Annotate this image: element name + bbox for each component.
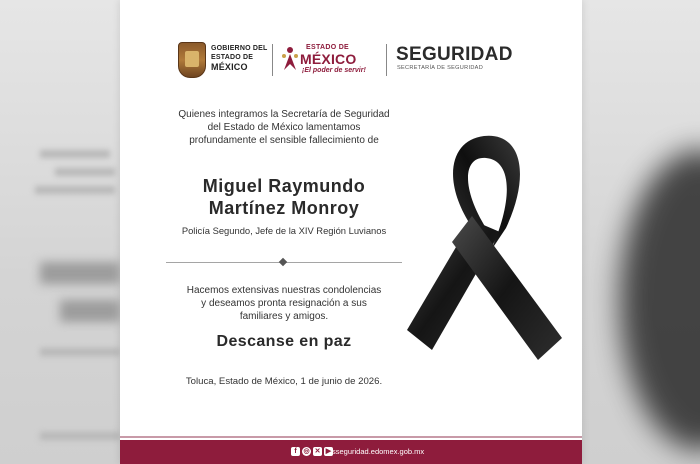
condolence-text	[144, 284, 424, 323]
name-line: Martínez Monroy	[208, 198, 360, 218]
rest-in-peace: Descanse en paz	[216, 333, 352, 350]
intro-line: Quienes integramos la Secretaría de Seguridad	[178, 109, 390, 120]
gob-line-2: ESTADO DE	[211, 54, 254, 61]
coat-of-arms-icon	[178, 42, 206, 78]
condolence-line: familiares y amigos.	[239, 311, 329, 322]
intro-line: profundamente el sensible fallecimiento de	[189, 135, 379, 146]
name-line: Miguel Raymundo	[202, 176, 366, 196]
deceased-name	[144, 175, 424, 219]
estado-slogan: ¡El poder de servir!	[302, 67, 366, 74]
x-icon[interactable]: ✕	[314, 448, 321, 455]
youtube-icon[interactable]: ▶	[325, 448, 332, 455]
estado-main-label: MÉXICO	[300, 51, 357, 67]
logo-divider	[272, 44, 273, 76]
website-link[interactable]: sseguridad.edomex.gob.mx	[332, 447, 425, 456]
instagram-icon[interactable]: ◎	[303, 448, 310, 455]
condolence-line: Hacemos extensivas nuestras condolencias	[186, 285, 382, 296]
mourning-ribbon-icon	[402, 120, 572, 370]
logo-divider	[386, 44, 387, 76]
ornament-divider	[166, 262, 402, 263]
condolence-line: y deseamos pronta resignación a sus	[201, 298, 367, 309]
background-left	[0, 0, 120, 464]
social-icons	[291, 447, 333, 457]
footer-bar	[120, 440, 582, 464]
deceased-role: Policía Segundo, Jefe de la XIV Región Luvianos	[181, 225, 387, 236]
seguridad-title: SEGURIDAD	[396, 44, 513, 65]
footer-accent-line	[120, 436, 582, 438]
date-line: Toluca, Estado de México, 1 de junio de 2026.	[185, 376, 383, 387]
gobierno-logo	[178, 40, 270, 82]
condolence-card	[120, 0, 582, 464]
seguridad-logo	[396, 40, 536, 82]
background-right	[580, 0, 700, 464]
estado-emblem-icon	[282, 44, 298, 72]
header-logos	[120, 40, 582, 82]
gob-line-3: MÉXICO	[211, 62, 248, 72]
intro-line: del Estado de México lamentamos	[207, 122, 361, 133]
estado-top-label: ESTADO DE	[306, 44, 350, 51]
seguridad-subtitle: SECRETARÍA DE SEGURIDAD	[397, 65, 484, 71]
intro-text	[144, 108, 424, 147]
facebook-icon[interactable]: f	[291, 447, 300, 456]
estado-logo	[282, 40, 382, 82]
gob-line-1: GOBIERNO DEL	[211, 45, 268, 52]
